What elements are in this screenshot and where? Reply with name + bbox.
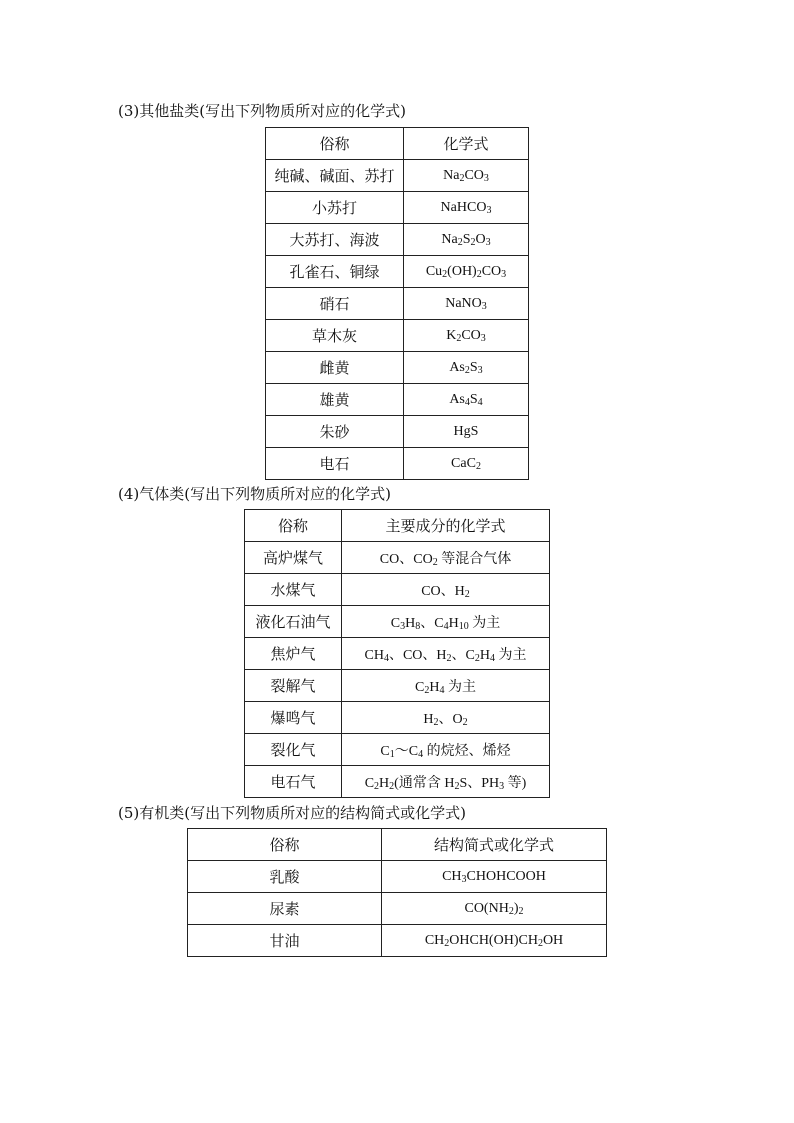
section4-heading: (4)气体类(写出下列物质所对应的化学式) — [118, 485, 391, 503]
common-name-cell: 草木灰 — [266, 320, 404, 352]
table-row — [245, 542, 550, 574]
formula-cell: CO、$H_2$ — [342, 574, 550, 606]
common-name-cell: 乳酸 — [188, 861, 382, 893]
common-name-cell: 大苏打、海波 — [266, 224, 404, 256]
formula-cell: $Na_2CO_3$ — [404, 160, 529, 192]
header-formula: 主要成分的化学式 — [342, 510, 550, 542]
table-row — [266, 384, 529, 416]
formula-cell: $Na_2S_2O_3$ — [404, 224, 529, 256]
formula-cell: $K_2CO_3$ — [404, 320, 529, 352]
formula-cell: $CH_4$、CO、$H_2$、$C_2H_4$ 为主 — [342, 638, 550, 670]
header-common-name: 俗称 — [188, 829, 382, 861]
common-name-cell: 小苏打 — [266, 192, 404, 224]
common-name-cell: 焦炉气 — [245, 638, 342, 670]
common-name-cell: 甘油 — [188, 925, 382, 957]
header-row — [245, 510, 550, 542]
common-name-cell: 电石气 — [245, 766, 342, 798]
common-name-cell: 孔雀石、铜绿 — [266, 256, 404, 288]
common-name-cell: 雄黄 — [266, 384, 404, 416]
common-name-cell: 裂解气 — [245, 670, 342, 702]
table-row — [266, 352, 529, 384]
formula-cell: CO、$CO_2$ 等混合气体 — [342, 542, 550, 574]
header-row — [266, 128, 529, 160]
section3-heading: (3)其他盐类(写出下列物质所对应的化学式) — [118, 102, 406, 120]
common-name-cell: 雌黄 — [266, 352, 404, 384]
organics-table — [187, 828, 607, 957]
formula-cell: $C_1\sim C_4$ 的烷烃、烯烃 — [342, 734, 550, 766]
formula-cell: $As_2S_3$ — [404, 352, 529, 384]
table-row — [266, 256, 529, 288]
table-row — [245, 766, 550, 798]
common-name-cell: 水煤气 — [245, 574, 342, 606]
formula-cell: $H_2$、$O_2$ — [342, 702, 550, 734]
common-name-cell: 爆鸣气 — [245, 702, 342, 734]
table-row — [266, 192, 529, 224]
formula-cell: $CH_2OHCH(OH)CH_2OH$ — [382, 925, 607, 957]
formula-cell: NaHCO$_3$ — [404, 192, 529, 224]
table-row — [188, 893, 607, 925]
section5-heading: (5)有机类(写出下列物质所对应的结构简式或化学式) — [118, 804, 466, 822]
table-row — [266, 416, 529, 448]
common-name-cell: 纯碱、碱面、苏打 — [266, 160, 404, 192]
table-row — [266, 448, 529, 480]
formula-cell: $Cu_2(OH)_2CO_3$ — [404, 256, 529, 288]
table-row — [188, 925, 607, 957]
table-row — [266, 224, 529, 256]
formula-cell: $CH_3CHOHCOOH$ — [382, 861, 607, 893]
common-name-cell: 裂化气 — [245, 734, 342, 766]
header-formula: 化学式 — [404, 128, 529, 160]
gases-table — [244, 509, 550, 798]
header-common-name: 俗称 — [245, 510, 342, 542]
common-name-cell: 朱砂 — [266, 416, 404, 448]
formula-cell: CaC$_2$ — [404, 448, 529, 480]
table-row — [245, 606, 550, 638]
common-name-cell: 高炉煤气 — [245, 542, 342, 574]
table-row — [245, 638, 550, 670]
table-row — [266, 320, 529, 352]
formula-cell: $CO(NH_2)_2$ — [382, 893, 607, 925]
common-name-cell: 电石 — [266, 448, 404, 480]
header-formula: 结构简式或化学式 — [382, 829, 607, 861]
table-row — [245, 734, 550, 766]
common-name-cell: 硝石 — [266, 288, 404, 320]
common-name-cell: 尿素 — [188, 893, 382, 925]
table-row — [245, 702, 550, 734]
table-row — [266, 160, 529, 192]
formula-cell: $C_3H_8$、$C_4H_{10}$ 为主 — [342, 606, 550, 638]
table-row — [245, 670, 550, 702]
formula-cell: $C_2H_2$(通常含 $H_2S$、$PH_3$ 等) — [342, 766, 550, 798]
table-row — [245, 574, 550, 606]
formula-cell: $As_4S_4$ — [404, 384, 529, 416]
table-row — [188, 861, 607, 893]
formula-cell: $C_2H_4$ 为主 — [342, 670, 550, 702]
header-common-name: 俗称 — [266, 128, 404, 160]
salts-table — [265, 127, 529, 480]
header-row — [188, 829, 607, 861]
table-row — [266, 288, 529, 320]
formula-cell: NaNO$_3$ — [404, 288, 529, 320]
common-name-cell: 液化石油气 — [245, 606, 342, 638]
formula-cell: HgS — [404, 416, 529, 448]
